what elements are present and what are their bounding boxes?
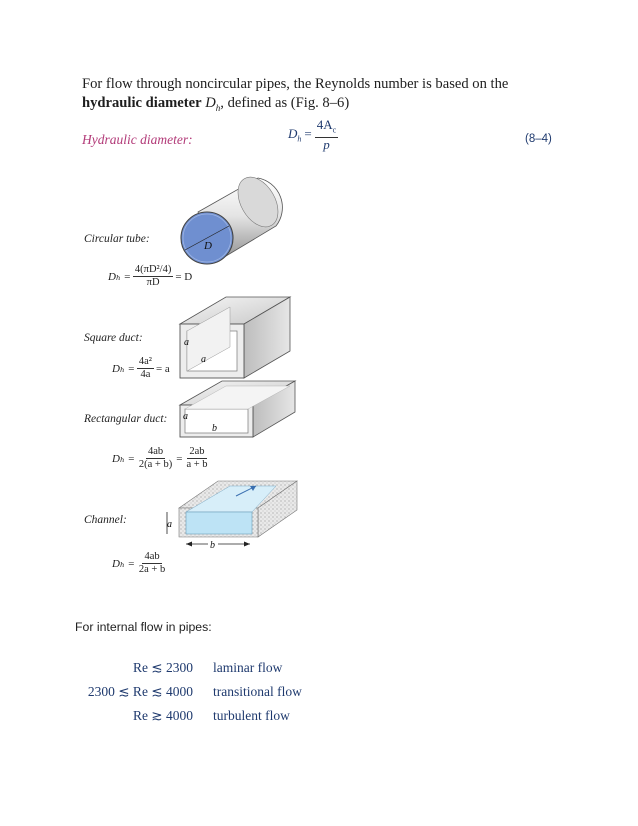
- channel-lhs: Dₕ =: [112, 558, 135, 570]
- re-regime-2: transitional flow: [213, 684, 302, 699]
- circular-num: 4(πD²/4): [134, 264, 172, 275]
- channel-dim-b: b: [210, 540, 215, 551]
- re-condition-2: 2300 ≲ Re ≲ 4000: [87, 684, 193, 699]
- channel-drawing: [167, 481, 297, 551]
- formula-numerator-sub: c: [332, 125, 337, 135]
- formula-lhs-sub: h: [297, 134, 302, 144]
- intro-bold-term: hydraulic diameter: [82, 95, 202, 111]
- intro-rest: defined as (Fig. 8–6): [227, 95, 350, 111]
- square-duct-drawing: [180, 297, 290, 378]
- formula-lhs: D: [288, 125, 298, 141]
- formula-denominator: p: [323, 136, 330, 152]
- re-condition-3: Re ≳ 4000: [132, 708, 193, 723]
- square-den: 4a: [140, 369, 151, 380]
- internal-flow-heading: For internal flow in pipes:: [75, 620, 212, 634]
- intro-line1: For flow through noncircular pipes, the Reynolds number is based on the: [82, 76, 509, 92]
- formula-numerator: 4A: [316, 117, 333, 132]
- equation-number: (8–4): [525, 133, 552, 145]
- formula-equals: =: [304, 126, 312, 142]
- rect-lhs: Dₕ =: [112, 453, 135, 465]
- re-condition-1: Re ≲ 2300: [132, 660, 193, 675]
- rect-num1: 4ab: [147, 446, 164, 457]
- square-rhs: = a: [155, 362, 170, 375]
- channel-label: Channel:: [84, 514, 127, 526]
- rect-dim-b: b: [212, 423, 217, 434]
- intro-symbol-sub: h: [215, 102, 221, 113]
- rectangular-duct-drawing: [180, 381, 295, 437]
- circular-tube-label: Circular tube:: [84, 233, 150, 245]
- rectangular-duct-label: Rectangular duct:: [84, 413, 168, 425]
- circular-lhs: Dₕ =: [108, 271, 131, 283]
- rect-mid: =: [176, 452, 183, 465]
- circular-den: πD: [146, 277, 160, 288]
- square-duct-label: Square duct:: [84, 332, 143, 344]
- rect-den2: a + b: [186, 459, 208, 470]
- rectangular-duct-formula: [112, 446, 210, 471]
- rect-num2: 2ab: [189, 446, 205, 457]
- circular-dim-label: D: [204, 240, 212, 252]
- intro-symbol: D: [205, 95, 216, 111]
- rect-dim-a: a: [183, 411, 188, 422]
- square-num: 4a²: [138, 356, 152, 367]
- square-dim-a1: a: [184, 337, 189, 348]
- square-duct-formula: [112, 356, 170, 381]
- circular-rhs: = D: [175, 270, 193, 283]
- re-regime-1: laminar flow: [213, 660, 283, 675]
- square-dim-a2: a: [201, 354, 206, 365]
- channel-den: 2a + b: [138, 564, 166, 575]
- rect-den1: 2(a + b): [138, 459, 173, 470]
- equation-label: Hydraulic diameter:: [82, 132, 193, 147]
- intro-paragraph: For flow through noncircular pipes, the Reynolds number is based on the hydraulic diameter $D_h$, defined as (Fig. 8–6): [82, 76, 509, 113]
- channel-dim-a: a: [167, 519, 172, 530]
- square-lhs: Dₕ =: [112, 363, 135, 375]
- circular-tube-formula: [108, 264, 192, 289]
- channel-num: 4ab: [144, 551, 160, 562]
- circular-tube-drawing: [181, 170, 286, 264]
- channel-formula: [112, 551, 167, 576]
- re-regime-3: turbulent flow: [213, 708, 290, 723]
